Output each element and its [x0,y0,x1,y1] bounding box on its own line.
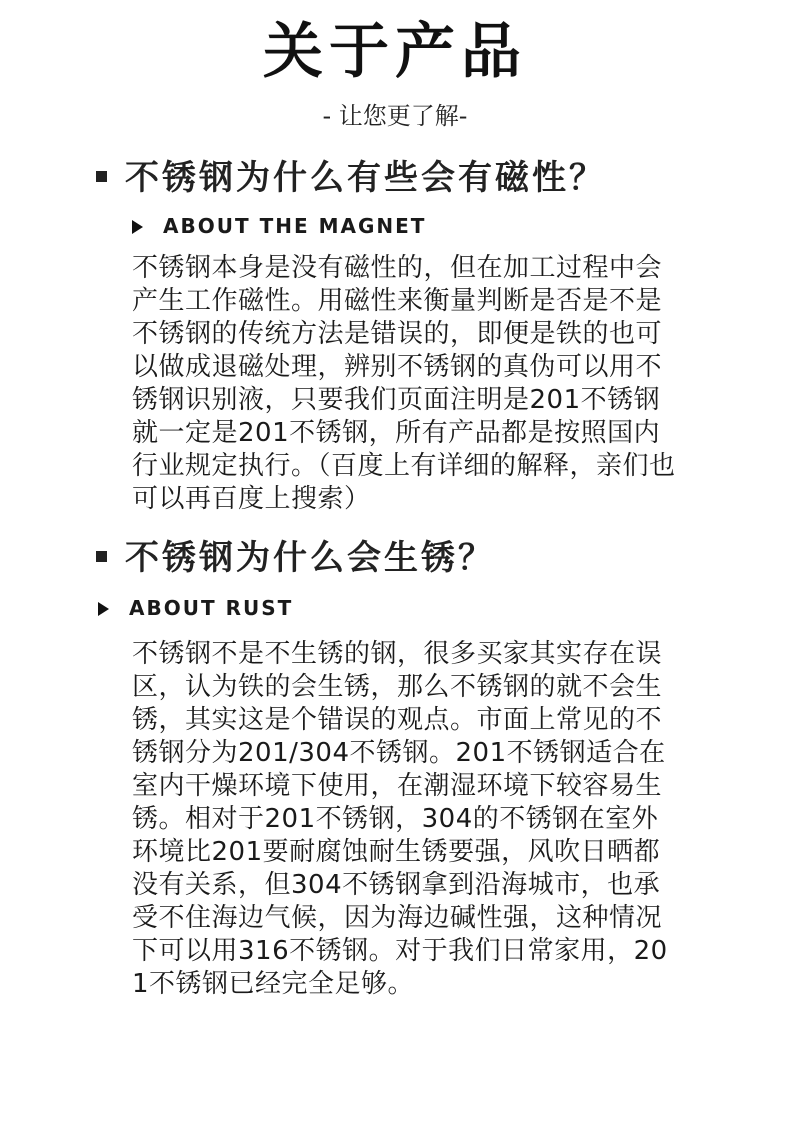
page-title: 关于产品 [263,17,527,87]
section-subheading-magnet [132,212,426,240]
section-subheading-rust [98,594,293,622]
section-body-magnet: 不锈钢本身是没有磁性的，但在加工过程中会产生工作磁性。用磁性来衡量判断是否是不是不锈钢的传统方法是错误的，即便是铁的也可以做成退磁处理，辨别不锈钢的真伪可以用不锈钢识别液，只要我们页面注明是201不锈钢就一定是201不锈钢，所有产品都是按照国内行业规定执行。（百度上有详细的解释，亲们也可以再百度上搜索） [132,253,676,514]
section-body-rust: 不锈钢不是不生锈的钢，很多买家其实存在误区，认为铁的会生锈，那么不锈钢的就不会生锈，其实这是个错误的观点。市面上常见的不锈钢分为201/304不锈钢。201不锈钢适合在室内干燥环境下使用，在潮湿环境下较容易生锈。相对于201不锈钢，304的不锈钢在室外环境比201要耐腐蚀耐生锈要强，风吹日晒都没有关系，但304不锈钢拿到沿海城市，也承受不住海边气候，因为海边碱性强，这种情况下可以用316不锈钢。对于我们日常家用，201不锈钢已经完全足够。 [132,639,668,999]
square-bullet-icon [96,551,107,562]
section-heading-text: 不锈钢为什么会生锈？ [125,538,495,578]
section-heading-text: 不锈钢为什么有些会有磁性？ [125,158,606,198]
page-subtitle: - 让您更了解- [322,102,468,130]
section-subheading-text: ABOUT THE MAGNET [163,214,427,238]
square-bullet-icon [96,171,107,182]
section-heading-magnet [96,156,606,200]
section-heading-rust [96,536,495,580]
triangle-bullet-icon [132,220,143,234]
triangle-bullet-icon [98,602,109,616]
section-subheading-text: ABOUT RUST [129,596,294,620]
